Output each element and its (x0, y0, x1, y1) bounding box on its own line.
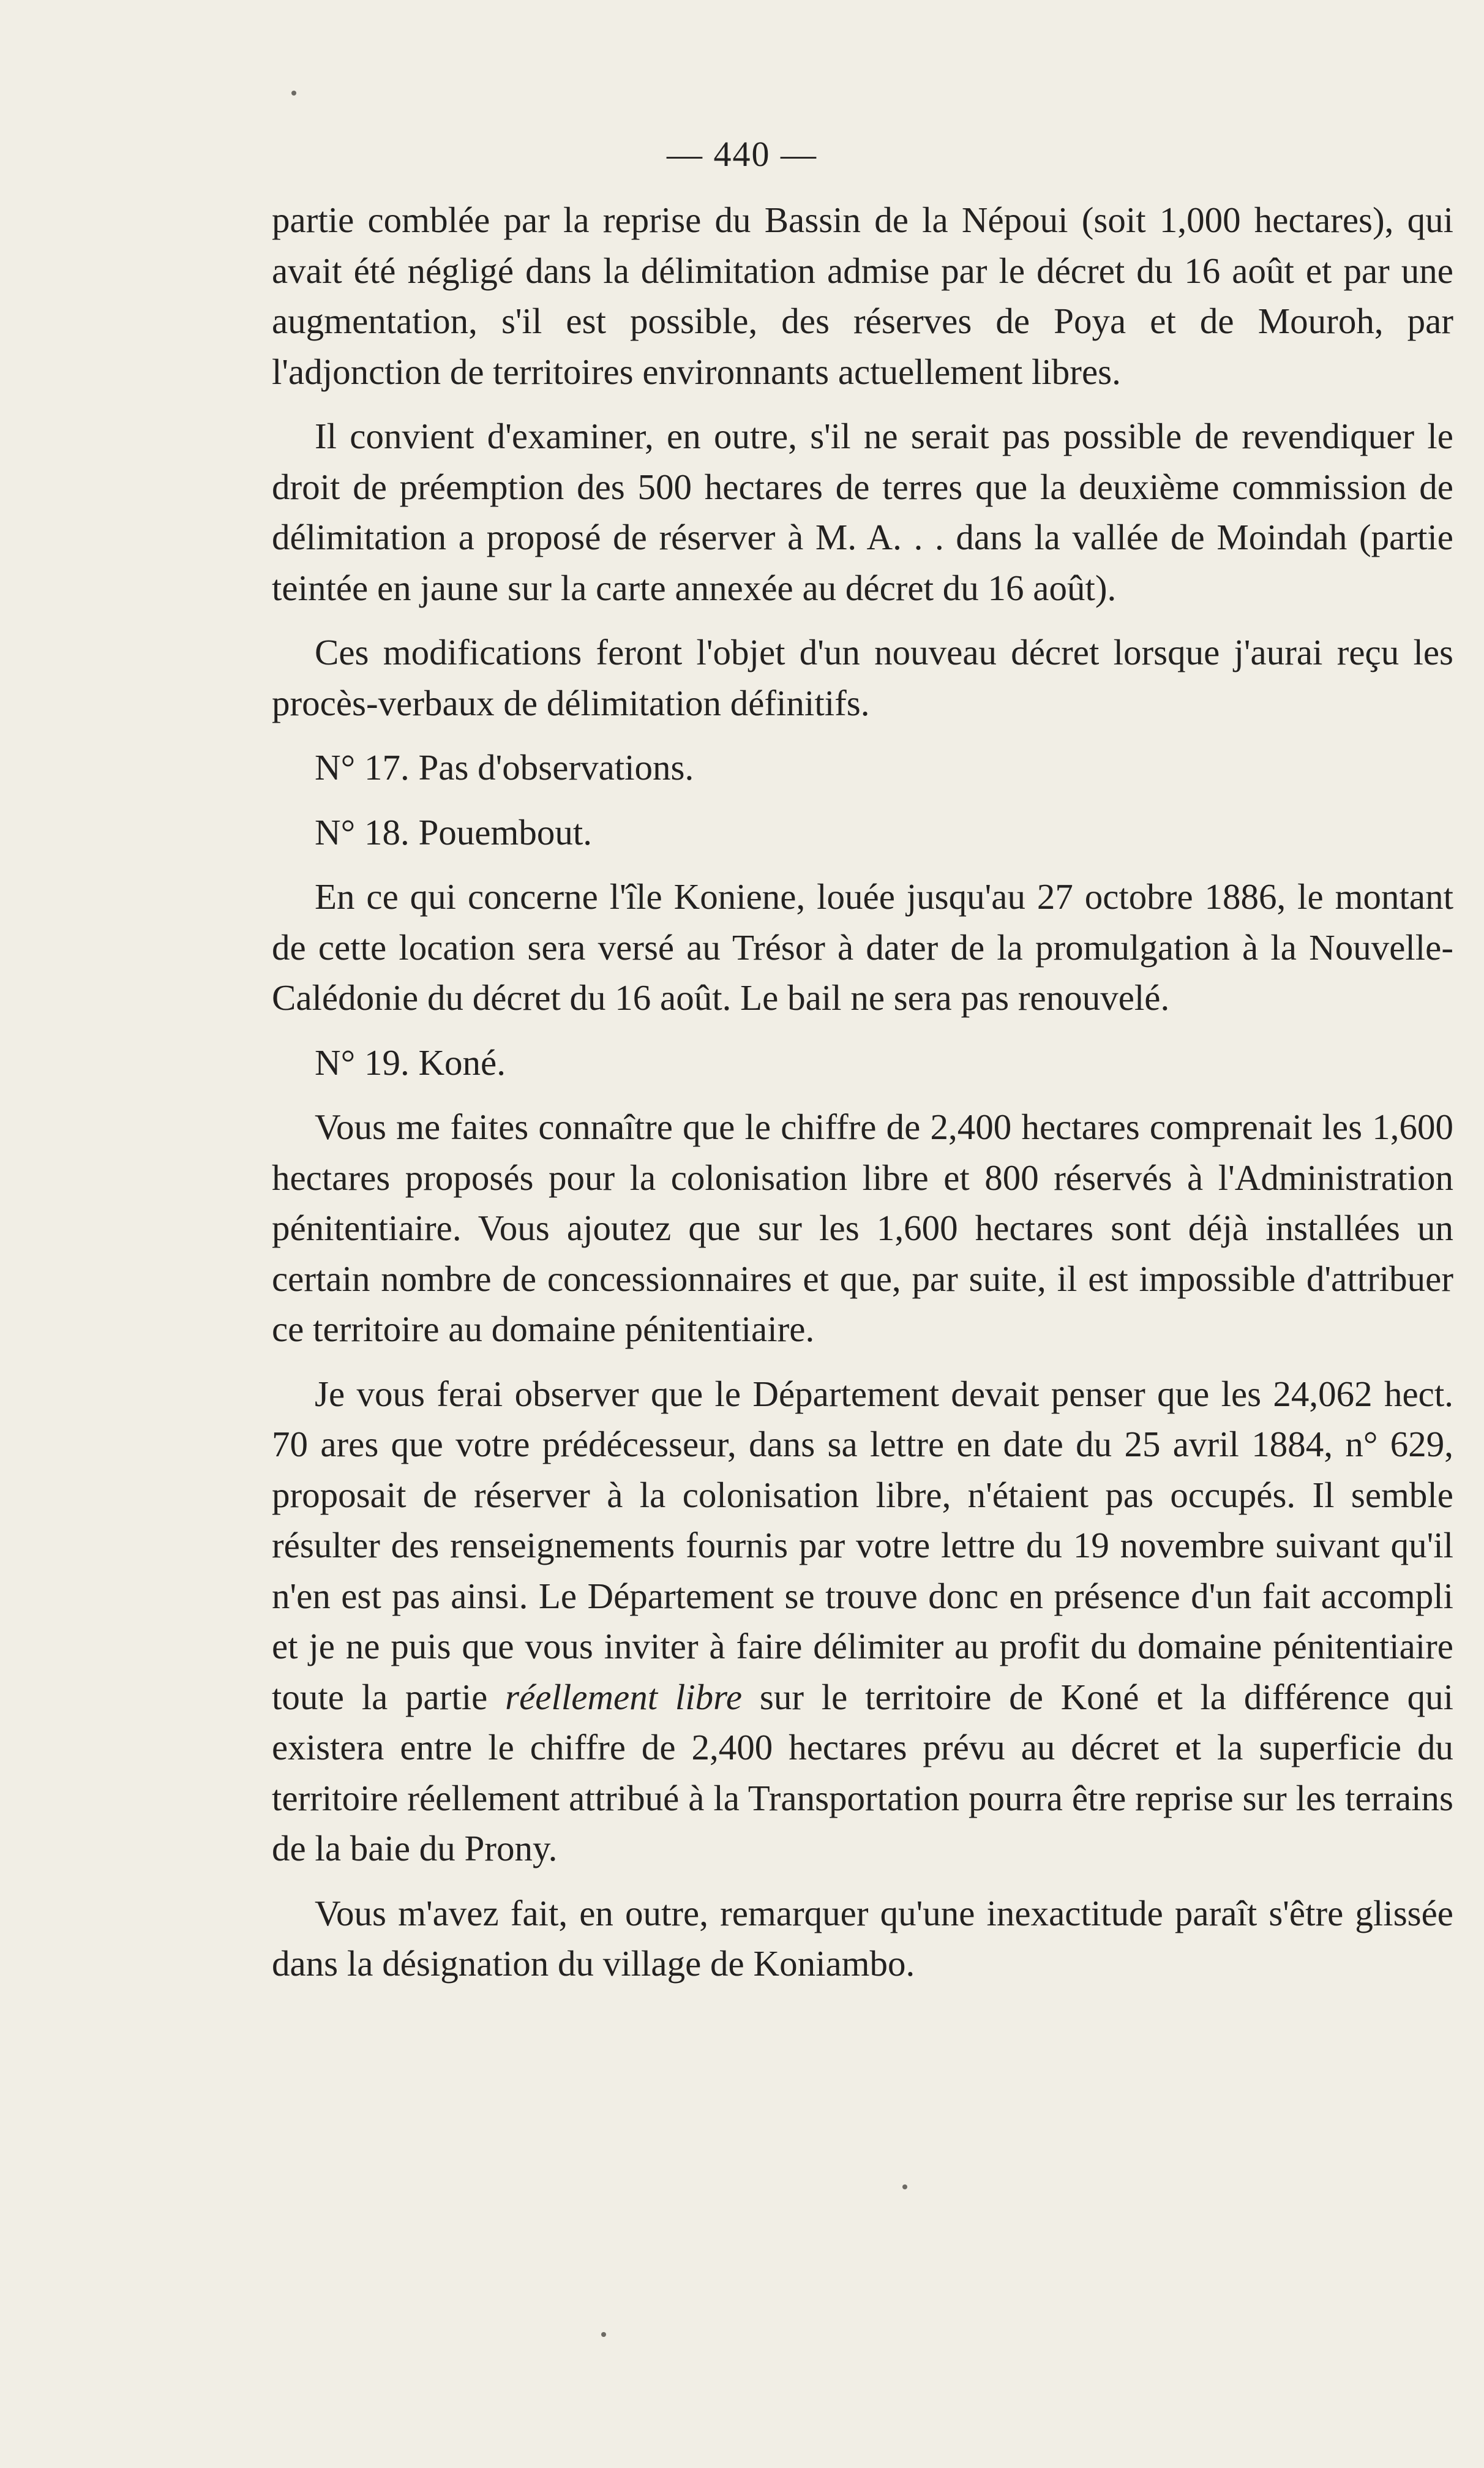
speck-top (291, 91, 296, 96)
item-heading-18: N° 18. Pouembout. (315, 811, 592, 852)
emphasis-reellement-libre: réellement libre (505, 1676, 743, 1717)
speck-bottom (601, 2332, 606, 2337)
paragraph-koniene: En ce qui concerne l'île Koniene, louée jusqu'au 27 octobre 1886, le montant de cette location sera versé au Trésor à dater de la promulgation à la Nouvelle-Calédonie du décret du 16 août. Le bail ne sera pas renouvelé. (272, 876, 1453, 1018)
paragraph-preemption: Il convient d'examiner, en outre, s'il ne serait pas possible de revendiquer le droit de préemption des 500 hectares de terres que la deuxième commission de délimitation a proposé de réserver à M. A. . . dans la vallée de Moindah (partie teintée en jaune sur la carte annexée au décret du 16 août). (272, 416, 1453, 608)
paragraph-kone-hectares: Vous me faites connaître que le chiffre de 2,400 hectares comprenait les 1,600 hectares proposés pour la colonisation libre et 800 réservés à l'Administration pénitentiaire. Vous ajoutez que sur les 1,600 hectares sont déjà installées un certain nombre de concessionnaires et que, par suite, il est impossible d'attribuer ce territoire au domaine pénitentiaire. (272, 1107, 1453, 1349)
item-heading-19: N° 19. Koné. (315, 1042, 506, 1083)
paragraph-departement (272, 1369, 1453, 1874)
paragraph-departement-start: Je vous ferai observer que le Département devait penser que les 24,062 hect. 70 ares que votre prédécesseur, dans sa lettre en date du 25 avril 1884, n° 629, proposait de réserver à la colonisation libre, n'étaient pas occupés. Il semble résulter des renseignements fournis par votre lettre du 19 novembre suivant qu'il n'en est pas ainsi. Le Département se trouve donc en présence d'un fait accompli et je ne puis que vous inviter à faire délimiter au profit du domaine pénitentiaire toute la partie (272, 1373, 1453, 1717)
text-body (272, 195, 1453, 2003)
paragraph-continuation: partie comblée par la reprise du Bassin de la Népoui (soit 1,000 hectares), qui avait été négligé dans la délimitation admise par le décret du 16 août et par une augmentation, s'il est possible, des réserves de Poya et de Mouroh, par l'adjonction de territoires environnants actuellement libres. (272, 200, 1453, 392)
paragraph-modifications: Ces modifications feront l'objet d'un nouveau décret lorsque j'aurai reçu les procès-verbaux de délimitation définitifs. (272, 632, 1453, 723)
paragraph-koniambo: Vous m'avez fait, en outre, remarquer qu'une inexactitude paraît s'être glissée dans la désignation du village de Koniambo. (272, 1892, 1453, 1984)
paragraph-departement-end: sur le territoire de Koné et la différence qui existera entre le chiffre de 2,400 hectares prévu au décret et la superficie du territoire réellement attribué à la Transportation pourra être reprise sur les terrains de la baie du Prony. (272, 1676, 1454, 1868)
speck-middle (902, 2184, 907, 2189)
page-number: — 440 — (667, 134, 817, 174)
item-heading-17: N° 17. Pas d'observations. (315, 747, 694, 788)
